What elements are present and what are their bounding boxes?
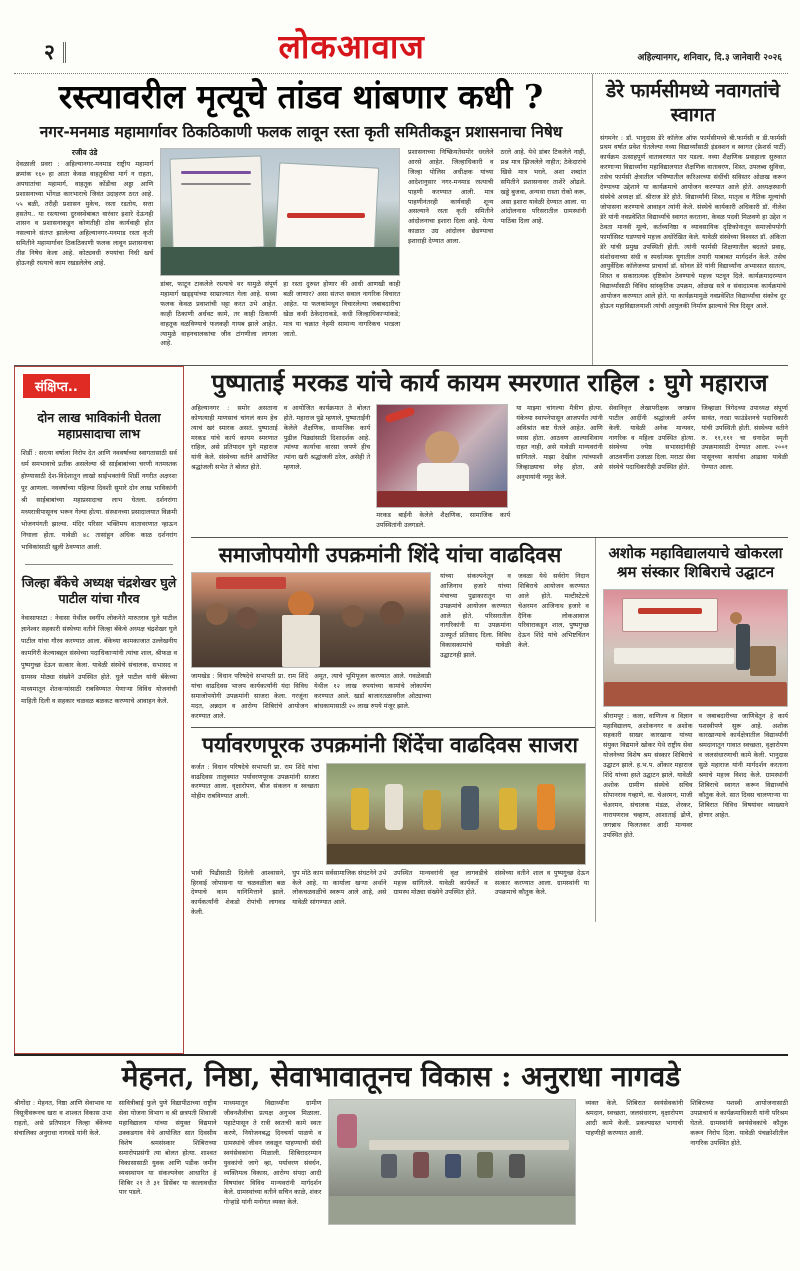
body-column: व जबाबदारीच्या जाणिवेतून हे कार्य यशस्वीपणे सुरू आहे. अशोक कारखान्याचे कार्यक्षेत्रातील विद्यार्थ्यांनी श्रमदानातून गावात स्वच्छता, वृक्षारोपण व जलसंधारणाची कामे केली. भानुदास सुळे महाराज यांनी मार्गदर्शन करताना श्रमाचे महत्त्व विशद केले. ग्रामस्थांनी शिबिराचे स्वागत करून विद्यार्थ्यांचे कौतुक केले. सात दिवस चालणाऱ्या या शिबिरात विविध विषयांवर व्याख्याने होणार आहेत. xyxy=(698,711,788,819)
article-headline: रस्त्यावरील मृत्यूचे तांडव थांबणार कधी ? xyxy=(58,77,544,116)
article-body: संगमनेर : डॉ. भानुदास डेरे कॉलेज ऑफ फार्मसीमध्ये बी.फार्मसी व डी.फार्मसी प्रथम वर्षात प्रवेश घेतलेल्या नव्या विद्यार्थ्यांसाठी इंडक्शन व स्वागत (फ्रेशर्स पार्टी) कार्यक्रम उत्साहपूर्ण वातावरणात पार पडला. नव्या शैक्षणिक प्रवाहाला सुरुवात करणाऱ्या विद्यार्थ्यांना महाविद्यालयात शैक्षणिक वातावरण, शिस्त, उपलब्ध सुविधा, तसेच फार्मसी क्षेत्रातील भविष्यातील करिअरच्या संधींची सविस्तर ओळख करून देण्याच्या उद्देशाने या कार्यक्रमाचे आयोजन करण्यात आले होते. अध्यक्षस्थानी संस्थेचे अध्यक्ष डॉ. श्रीराज डेरे होते. विद्यार्थ्यांनी शिस्त, मातृत्व व नैतिक मूल्यांची जोपासना करण्याचे आवाहन त्यांनी केले. संस्थेचे कार्यकारी अधिकारी डॉ. नीलेश डेरे यांनी नवप्रवेशित विद्यार्थ्यांचे स्वागत करताना, केवळ पदवी मिळवणे हा उद्देश न ठेवता मानवी मूल्ये, कर्तव्यनिष्ठा व व्यावसायिक दृष्टिकोनातून समाजोपयोगी फार्मासिस्ट घडण्याचे महत्त्व अधोरेखित केले. यावेळी संस्थेच्या विश्वस्त डॉ. अंकिता डेरे यांची प्रमुख उपस्थिती होती. त्यांनी फार्मसी शिक्षणातील बदलते प्रवाह, संशोधनाच्या संधी व स्पर्धात्मक युगातील तयारी याबाबत मार्गदर्शन केले. तसेच आयुर्वेदिक कॉलेजच्या प्राचार्या डॉ. सोनल डेरे यांनी विद्यार्थ्यांना अभ्यासात सातत्य, शिस्त व सकारात्मक दृष्टिकोन ठेवण्याचे महत्त्व पटवून दिले. कार्यक्रमादरम्यान विद्यार्थ्यांसाठी विविध सांस्कृतिक उपक्रम, ओळख सत्रे व संवादात्मक कार्यक्रमांचे आयोजन करण्यात आले होते. या कार्यक्रमामुळे नवप्रवेशित विद्यार्थ्यांचा संकोच दूर होऊन महाविद्यालयाशी त्यांची आपुलकी निर्माण झाल्याचे चित्र दिसून आले. xyxy=(600,133,786,311)
article-dere-pharmacy xyxy=(592,74,788,365)
protest-banners-photo xyxy=(160,148,400,276)
body-column: शिबिराच्या यशस्वी आयोजनासाठी उपप्राचार्य व कार्यक्रमाधिकारी यांनी परिश्रम घेतले. ग्रामस्थांनी स्वयंसेवकांचे कौतुक करून निरोप दिला. यावेळी पंचक्रोशीतील नागरिक उपस्थित होते. xyxy=(690,1099,788,1147)
article-headline: पर्यावरणपूरक उपक्रमांनी शिंदेंचा वाढदिवस साजरा xyxy=(202,732,578,758)
body-column: व आयोजित कार्यक्रमात ते बोलत होते. महाराज पुढे म्हणाले, पुष्पाताईंनी केलेले शैक्षणिक, सामाजिक कार्य पुढील पिढ्यांसाठी दिशादर्शक आहे. त्यांच्या कार्याचा वारसा जपणे हीच त्यांना खरी श्रद्धांजली ठरेल, असेही ते म्हणाले. xyxy=(283,403,371,472)
article-headline: मेहनत, निष्ठा, सेवाभावातूनच विकास : अनुराधा नागवडे xyxy=(121,1060,681,1093)
article-body xyxy=(191,404,788,531)
body-column: सेवानिवृत्त लेखापरीक्षक जगन्नाथ पाटील आदींनी श्रद्धांजली अर्पण केली. यावेळी अनेक मान्यवर, नागरिक व महिला उपस्थित होत्या. संस्थेच्या ज्येष्ठ सभासदांनीही आठवणींना उजाळा दिला. मराठा सेवा संस्थेचे पदाधिकारीही उपस्थित होते. xyxy=(608,403,696,472)
article-body xyxy=(191,572,589,722)
camp-closing-ceremony-photo xyxy=(328,1099,576,1225)
felicitation-crowd-photo xyxy=(191,572,431,668)
masthead-title: लोकआवाज xyxy=(278,27,425,66)
body-column: श्रीरामपूर : कला, वाणिज्य व विज्ञान महाविद्यालय, अशोकनगर व अशोक सहकारी साखर कारखाना यांच्या संयुक्त विद्यमाने खोकर येथे राष्ट्रीय सेवा योजनेच्या विशेष श्रम संस्कार शिबिराचे उद्घाटन झाले. ह.भ.प. ओंकार महाराज शिंदे यांच्या हस्ते उद्घाटन झाले. यावेळी अशोक ग्रामीण संस्थेचे सचिव सोपानराव गव्हाणे, वा. चेअरमन, माजी चेअरमन, संचालक मंडळ, शेरकर, नारायणराव चव्हाण, आशाताई ढोणे, जगन्नाथ फिलतकर आदी मान्यवर उपस्थित होते. xyxy=(603,711,693,839)
body-column: अहिल्यानगर : समोर असताना कोणत्याही माणसाचं चांगलं काम हेच त्याचं खरं स्मारक असतं. पुष्पाताई मरकड यांचे कार्य कायम स्मरणात राहिल, असे प्रतिपादन घुगे महाराज यांनी केले. संस्थेच्या वतीने आयोजित श्रद्धांजली सभेत ते बोलत होते. xyxy=(191,403,278,472)
body-column: सावित्रीबाई फुले पुणे विद्यापीठाच्या राष्ट्रीय सेवा योजना विभाग व श्री छत्रपती शिवाजी महाविद्यालय यांच्या संयुक्त विद्यमाने उक्कडगाव येथे आयोजित सात दिवसीय विशेष श्रमसंस्कार शिबिराच्या समारोपप्रसंगी त्या बोलत होत्या. शाश्वत विकासासाठी युवक आणि पडीक जमीन व्यवस्थापन या संकल्पनेवर आधारित हे शिबिर २१ ते ३१ डिसेंबर या कालावधीत पार पडले. xyxy=(118,1099,217,1197)
brief-headline: दोन लाख भाविकांनी घेतला महाप्रसादाचा लाभ xyxy=(37,410,161,442)
body-column: संस्थेच्या वतीने शाल व पुष्पगुच्छ देऊन सत्कार करण्यात आला. ग्रामस्थांनी या उपक्रमाचे कौतुक केले. xyxy=(494,868,589,897)
body-column: ठरले आहे. येथे डांबर टिकलेले नाही, प्रश्न मात्र झिजलेले नाहीत; ठेकेदारांचे खिसे मात्र भरले, अशा शब्दांत समितीने प्रशासनावर ताशेरे ओढले. खड्डे बुजवा, अन्यथा रास्ता रोको करू, असा इशारा यावेळी देण्यात आला. या आंदोलनास परिसरातील ग्रामस्थांनी पाठिंबा दिला आहे. xyxy=(500,147,586,226)
body-column: यांच्या संकल्पनेतून व आजिनाथ हजारे यांच्या मंचाच्या पुढाकारातून या उपक्रमांचे आयोजन करण्यात आले होते. परिसरातील नागरिकांनी या उपक्रमांना उत्स्फूर्त प्रतिसाद दिला. विविध विकासकामांचे यावेळी उद्घाटनही झाले. xyxy=(440,571,511,660)
article-headline: अशोक महाविद्यालयाचे खोकरला श्रम संस्कार शिबिराचे उद्घाटन xyxy=(608,543,783,582)
page-header xyxy=(14,26,788,74)
page-number: २ xyxy=(18,42,66,63)
article-road-deaths xyxy=(14,74,592,365)
article-ashok-college-camp xyxy=(595,538,788,923)
tree-plantation-group-photo xyxy=(326,763,586,865)
article-pushpatai xyxy=(191,366,788,538)
body-column: प्रशासनाच्या निष्क्रियतेसमोर धरलेले आरसे आहेत. जिल्हाधिकारी व जिल्हा पोलिस अधीक्षक यांच्या आदेशानुसार नगर-मनमाड रस्त्याची पाहणी करण्यात आली. मात्र पाहणीनंतरही कार्यवाही शून्य असल्याने रस्ता कृती समितीने आंदोलनाचा इशारा दिला आहे. येत्या काळात उग्र आंदोलन छेडण्याचा इशाराही देण्यात आला. xyxy=(407,147,494,246)
middle-band xyxy=(14,366,788,1054)
body-column: देवळाली प्रवरा : अहिल्यानगर-मनमाड राष्ट्रीय महामार्ग क्रमांक १६० हा आता केवळ वाहतुकीचा मार्ग न राहता, अपघातांचा महामार्ग, वाहतूक कोंडीचा अड्डा आणि प्रशासनाच्या भोंगळ कारभाराचे जिवंत उदाहरण ठरत आहे. ५५ बळी, तरीही प्रशासन मुकेच, रस्ता रडतोय, सत्ता हसतेय.. या रस्त्याच्या दुरवस्थेबाबत वारंवार इशारे देऊनही शासन व प्रशासनाकडून कोणतीही ठोस कार्यवाही होत नसल्याने संतप्त झालेल्या अहिल्यानगर-मनमाड रस्ता कृती समितीने महामार्गावर ठिकठिकाणी फलक लावून प्रशासनाचा तीव्र निषेध केला आहे. कोट्यवधी रुपयांचा निधी खर्च होऊनही रस्त्याचे काम रखडलेलेच आहे. xyxy=(16,159,154,268)
brief-headline: जिल्हा बँकेचे अध्यक्ष चंद्रशेखर घुले पाटील यांचा गौरव xyxy=(21,575,177,607)
top-section xyxy=(14,74,788,366)
body-column: व्यक्त केले. शिबिरात स्वयंसेवकांनी श्रमदान, स्वच्छता, जलसंधारण, वृक्षारोपण आदी कामे केली. प्रकल्पग्रस्त भागाची पाहणीही करण्यात आली. xyxy=(585,1099,684,1137)
article-headline: पुष्पाताई मरकड यांचे कार्य कायम स्मरणात राहिल : घुगे महाराज xyxy=(211,368,768,397)
body-column: मरकड बाईंनी केलेले शैक्षणिक, सामाजिक कार्य उपस्थितांनी उलगडले. xyxy=(376,510,511,529)
brief-body: नेवासाफाटा : नेवासा येथील स्वर्गीय लोकनेते मारुतराव घुले पाटील ज्ञानेश्वर सहकारी संस्थेच्या वतीने जिल्हा बँकेचे अध्यक्ष चंद्रशेखर घुले पाटील यांचा गौरव करण्यात आला. बँकेच्या कामकाजात उल्लेखनीय कामगिरी केल्याबद्दल संस्थेच्या पदाधिकाऱ्यांनी त्यांचा शाल, श्रीफळ व पुष्पगुच्छ देऊन सत्कार केला. यावेळी संस्थेचे संचालक, सभासद व ग्रामस्थ मोठ्या संख्येने उपस्थित होते. घुले पाटील यांनी बँकेच्या माध्यमातून शेतकऱ्यांसाठी राबविण्यात येणाऱ्या विविध योजनांची माहिती दिली व सहकार चळवळ बळकट करण्याचे आवाहन केले. xyxy=(21,613,177,705)
edition-dateline: अहिल्यानगर, शनिवार, दि.३ जानेवारी २०२६ xyxy=(637,53,782,63)
body-column: अमूत, त्याचे भूमिपूजन करण्यात आले. गवळेवाडी येथील १२ लाख रुपयांच्या कामांचे लोकार्पण करण्यात आले. खर्डा बाजारतळावरील ओट्याच्या बांधकामासाठी २० लाख रुपये मंजूर झाले. xyxy=(314,671,431,710)
bottom-banner-article xyxy=(14,1054,788,1246)
body-column: डांबर, फाटून टाकलेले रस्त्याचे थर यामुळे संपूर्ण महामार्ग खड्ड्यांच्या साम्राज्यात गेला आहे. सध्या फलक केवळ प्रवाशांची थट्टा करत उभे आहेत. काही ठिकाणी अर्धवट कामे, तर काही ठिकाणी वाहतूक वळविण्याचे फलकही गायब झाले आहेत. त्यामुळे वाहनचालकांचा जीव टांगणीला लागला आहे. xyxy=(160,279,278,348)
briefs-box xyxy=(14,366,184,1054)
article-shinde-birthday-jamkhed xyxy=(191,538,595,729)
body-column: श्रीगोंदा : मेहनत, निष्ठा आणि सेवाभाव या त्रिसूत्रीवरूनच खरा व शाश्वत विकास उभा राहतो, असे प्रतिपादन जिल्हा बँकेच्या संचालिका अनुराधा नागवडे यांनी केले. xyxy=(14,1099,112,1137)
article-byline: रजीव उंडे xyxy=(71,147,98,157)
speaker-kirtan-photo xyxy=(376,404,508,508)
article-body xyxy=(16,148,586,349)
body-column: या माझ्या चांगल्या मैत्रीण होत्या. यंकेच्या स्थापनेपासून आजपर्यंत त्यांनी अविश्रांत कष्ट घेतले आहेत. आणि ध्यास होता. आठवण आल्याशिवाय राहत नाही, असे यावेळी मान्यवरांनी सांगितले. माझा देखील त्यांच्याशी जिव्हाळ्याचा स्नेह होता, असे अनुयायांनी नमूद केले. xyxy=(516,403,603,482)
body-column: कर्जत : विधान परिषदेचे सभापती प्रा. राम शिंदे यांचा वाढदिवस तालुक्यात पर्यावरणपूरक उपक्रमांनी साजरा करण्यात आला. वृक्षारोपण, बीज संकलन व स्वच्छता मोहीम राबविण्यात आली. xyxy=(191,762,319,801)
body-column: हा रस्ता दुरुस्त होणार की आधी आणखी काही बळी जाणार? असा संतप्त सवाल नागरिक विचारत आहेत. या फलकांमधून विचारलेल्या जबाबदारीचा खेळ कधी ठेकेदाराकडे, कधी जिल्हाधिकाऱ्यांकडे; मात्र या चक्रात नेहमी सामान्य नागरिकच भरडला जातो. xyxy=(283,279,401,338)
article-body xyxy=(14,1099,788,1225)
body-column: जवळा येथे सर्वरोग निदान शिबिराचे आयोजन करण्यात आले होते. मल्टीस्टेटचे चेअरमन आजिनाथ हजारे व दैनिक लोकआवाज परिवाराकडून शाल, पुष्पगुच्छ देऊन शिंदे यांचे अभिष्टचिंतन केले. xyxy=(518,571,589,650)
body-column: जिव्हाळा त्रिगेदच्या उपाध्यक्ष संपूर्णा सावंत, नरडा फाउंडेशनचे पदाधिकारी यांची उपस्थिती होती. संस्थेच्या वतीने रु. ११,१११ चा धनादेश स्मृती उपक्रमासाठी देण्यात आला. २००१ पासूनच्या कार्याचा आढावा यावेळी घेण्यात आला. xyxy=(701,403,788,472)
newspaper-page xyxy=(14,26,788,1246)
article-shinde-birthday-karjat xyxy=(191,728,595,922)
body-column: भावी पिढीसाठी दिलेली आश्वासने, हिरवाई जोपासना या चळवळीला बळ देण्याचे काम यानिमित्ताने झाले. कार्यकर्त्यांनी शेकडो रोपांची लागवड केली. xyxy=(191,868,286,917)
brief-body: शिर्डी : सरत्या वर्षाला निरोप देत आणि नववर्षाच्या स्वागतासाठी सर्व धर्म समभावाचे प्रतीक असलेल्या श्री साईबाबांच्या चरणी नतमस्तक होण्यासाठी देश-विदेशातून लाखो साईभक्तांनी शिर्डी नगरीत अक्षरशः पूर आणला. नववर्षाच्या पहिल्या दिवशी सुमारे दोन लाख भाविकांनी श्री साईबाबांच्या महाप्रसादाचा लाभ घेतला. दर्शनरांगा मध्यरात्रीपासूनच भरून गेल्या होत्या. संस्थानच्या प्रसादालयात विक्रमी भोजनपंगती झाल्या. मंदिर परिसर भक्तिमय वातावरणात न्हाऊन निघाला होता. यावेळी ४८ तासांहून अधिक काळ दर्शनरांग भाविकांसाठी खुली ठेवण्यात आली. xyxy=(21,448,177,552)
inauguration-dais-photo xyxy=(603,589,788,707)
body-column: घुप मोठे काम सर्वसामाजिक संघटनेने उभे केले आहे. या कार्याला खऱ्या अर्थाने लोकचळवळीचे स्वरूप आले आहे, असे यावेळी सांगण्यात आले. xyxy=(292,868,387,907)
body-column: माध्यमातून विद्यार्थ्यांना ग्रामीण जीवनशैलीचा प्रत्यक्ष अनुभव मिळाला. पहाटेपासून ते रात्री स्वतःची कामे स्वतः करणे, नियोजनबद्ध दिनचर्या पाळणे व ग्रामस्थांचे जीवन जवळून पाहण्याची संधी स्वयंसेवकांना मिळाली. शिबिरादरम्यान युवकांनो जागे व्हा, पर्यावरण संवर्धन, व्यक्तिमत्व विकास, आरोग्य संपदा आदी विषयांवर विविध मान्यवरांनी मार्गदर्शन केले. ग्रामस्थांच्या वतीने सचिन काळे, शंकर गोऱ्हांडे यांनी मनोगत व्यक्त केले. xyxy=(223,1099,322,1207)
article-headline: समाजोपयोगी उपक्रमांनी शिंदे यांचा वाढदिवस xyxy=(218,541,562,567)
body-column: उपस्थित मान्यवरांनी वृक्ष लागवडीचे महत्त्व सांगितले. यावेळी कार्यकर्ते व ग्रामस्थ मोठ्या संख्येने उपस्थित होते. xyxy=(393,868,488,897)
body-column: जामखेड : विधान परिषदेचे सभापती प्रा. राम शिंदे यांचा वाढदिवस भाजप कार्यकर्त्यांनी यंदा विविध समाजोपयोगी उपक्रमांनी साजरा केला. गरजूंना मदत, अन्नदान व आरोग्य शिबिरांचे आयोजन करण्यात आले. xyxy=(191,671,308,720)
briefs-label: संक्षिप्त.. xyxy=(23,374,90,398)
article-subhead: नगर-मनमाड महामार्गावर ठिकठिकाणी फलक लावून रस्ता कृती समितीकडून प्रशासनाचा निषेध xyxy=(39,122,563,141)
article-headline: डेरे फार्मसीमध्ये नवागतांचे स्वागत xyxy=(606,80,780,126)
divider xyxy=(25,564,173,565)
